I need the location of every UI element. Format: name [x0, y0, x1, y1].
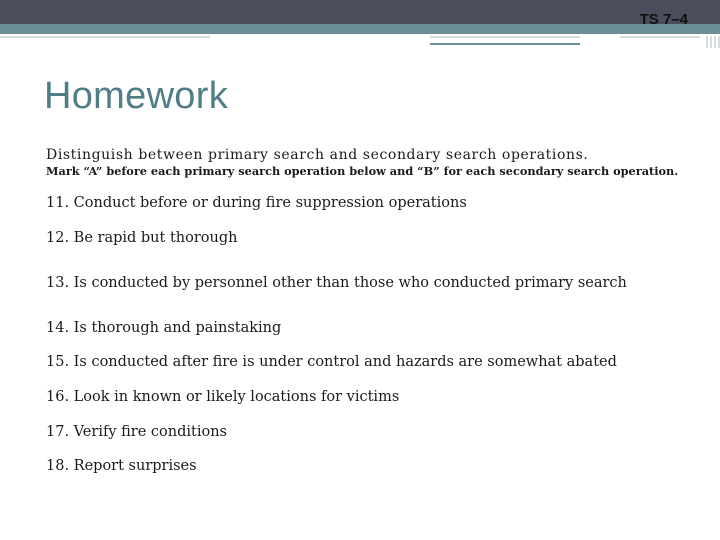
header-stripe — [0, 36, 210, 38]
slide-subtitle: Distinguish between primary search and secondary search operations. — [46, 147, 589, 163]
header-stripe — [430, 43, 580, 45]
list-item: 16. Look in known or likely locations for victims — [46, 389, 400, 405]
list-item: 17. Verify fire conditions — [46, 424, 228, 440]
header-dark-band — [0, 0, 720, 24]
list-item: 18. Report surprises — [46, 458, 197, 474]
slide-number: TS 7–4 — [639, 11, 688, 28]
list-item: 13. Is conducted by personnel other than those who conducted primary search — [46, 275, 627, 291]
list-item: 14. Is thorough and painstaking — [46, 320, 282, 336]
list-item: 15. Is conducted after fire is under control and hazards are somewhat abated — [46, 354, 617, 370]
header-stripe — [706, 36, 720, 48]
list-item: 11. Conduct before or during fire suppression operations — [46, 195, 467, 211]
slide-instruction: Mark “A” before each primary search operation below and “B” for each secondary search operation. — [46, 164, 679, 178]
header-teal-band — [0, 24, 720, 34]
header-stripe — [430, 36, 580, 38]
list-item: 12. Be rapid but thorough — [46, 230, 238, 246]
header-stripe — [620, 36, 700, 38]
slide-title: Homework — [44, 75, 228, 117]
